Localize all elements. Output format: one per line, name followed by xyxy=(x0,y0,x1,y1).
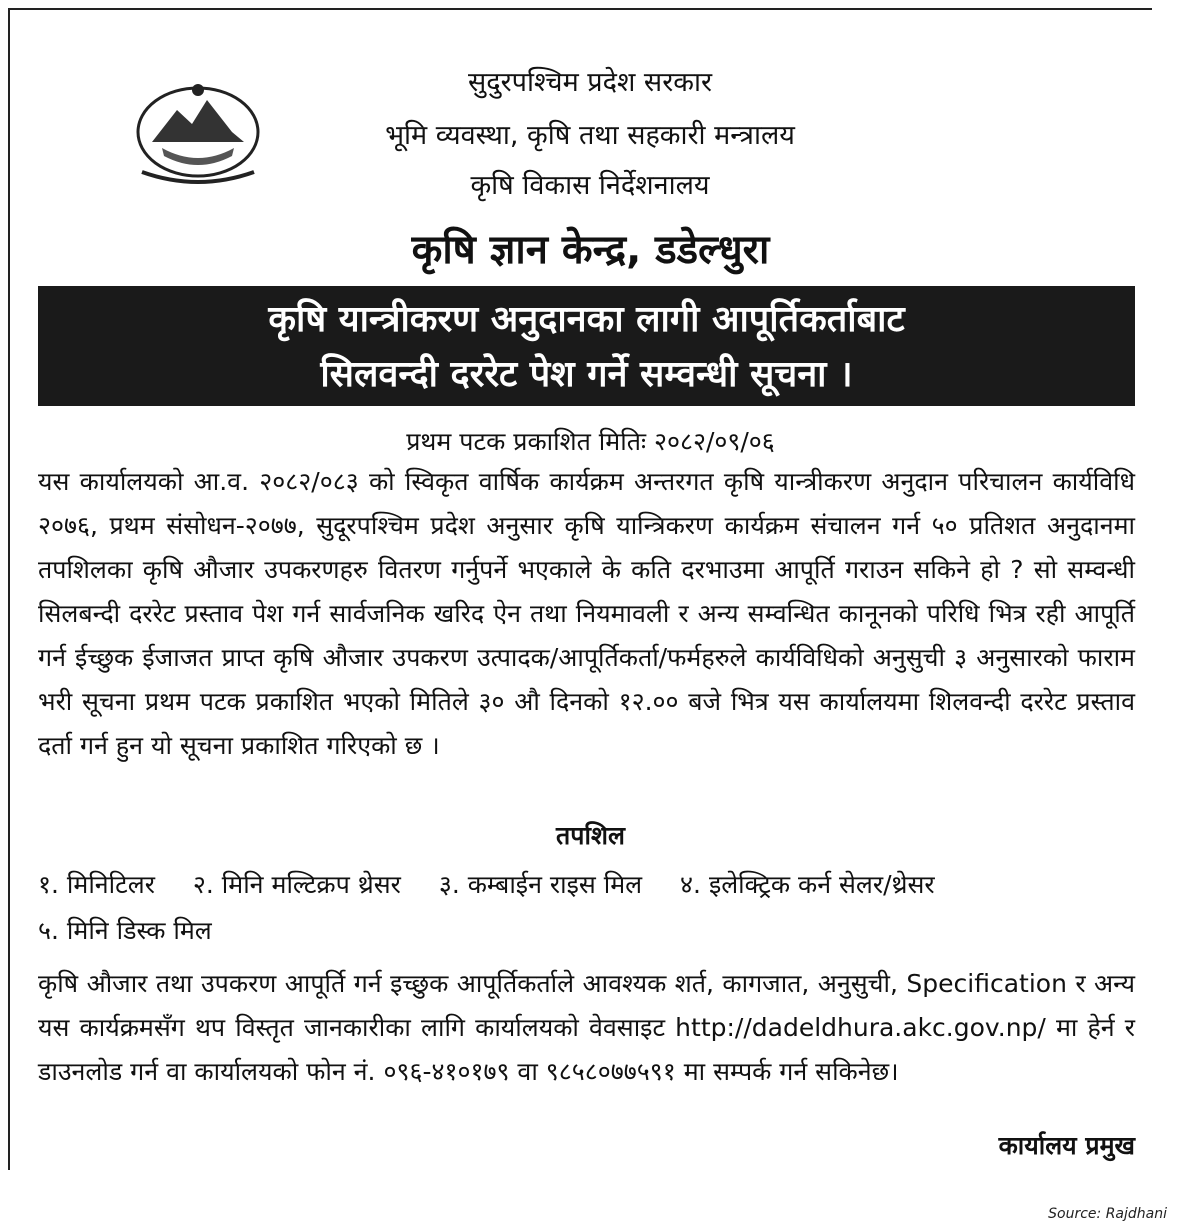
source-credit: Source: Rajdhani xyxy=(1048,1206,1167,1222)
ministry-name: भूमि व्यवस्था, कृषि तथा सहकारी मन्त्रालय xyxy=(385,120,795,151)
schedule-item: २. मिनि मल्टिक्रप थ्रेसर xyxy=(192,870,401,899)
directorate-name: कृषि विकास निर्देशनालय xyxy=(470,170,710,201)
schedule-item: १. मिनिटिलर xyxy=(38,870,155,899)
schedule-item: ५. मिनि डिस्क मिल xyxy=(38,916,212,945)
nepal-government-emblem-icon xyxy=(132,82,264,186)
notice-title-line-1: कृषि यान्त्रीकरण अनुदानका लागी आपूर्तिकर्ताबाट xyxy=(268,299,905,340)
contact-paragraph: कृषि औजार तथा उपकरण आपूर्ति गर्न इच्छुक आपूर्तिकर्ताले आवश्यक शर्त, कागजात, अनुसुची, Specification र अन्य यस कार्यक्रमसँग थप विस्तृत जानकारीका लागि कार्यालयको वेवसाइट http://dadeldhura.akc.gov.np/ मा हेर्न र डाउनलोड गर्न वा कार्यालयको फोन नं. ०९६-४१०१७९ वा ९८५८०७७५९१ मा सम्पर्क गर्न सकिनेछ। xyxy=(38,969,1135,1086)
province-name: सुदुरपश्चिम प्रदेश सरकार xyxy=(467,67,713,98)
notice-title-line-2: सिलवन्दी दररेट पेश गर्ने सम्वन्धी सूचना । xyxy=(320,354,853,395)
notice-title-banner xyxy=(38,286,1135,406)
published-date: प्रथम पटक प्रकाशित मितिः २०८२/०९/०६ xyxy=(406,427,775,456)
signature-office-chief: कार्यालय प्रमुख xyxy=(998,1131,1135,1160)
schedule-item: ४. इलेक्ट्रिक कर्न सेलर/थ्रेसर xyxy=(680,870,935,899)
notice-body-paragraph: यस कार्यालयको आ.व. २०८२/०८३ को स्विकृत वार्षिक कार्यक्रम अन्तरगत कृषि यान्त्रीकरण अनुदान परिचालन कार्यविधि २०७६, प्रथम संसोधन-२०७७, सुदूरपश्चिम प्रदेश अनुसार कृषि यान्त्रिकरण कार्यक्रम संचालन गर्न ५० प्रतिशत अनुदानमा तपशिलका कृषि औजार उपकरणहरु वितरण गर्नुपर्ने भएकाले के कति दरभाउमा आपूर्ति गराउन सकिने हो ? सो सम्वन्धी सिलबन्दी दररेट प्रस्ताव पेश गर्न सार्वजनिक खरिद ऐन तथा नियमावली र अन्य सम्वन्धित कानूनको परिधि भित्र रही आपूर्ति गर्न ईच्छुक ईजाजत प्राप्त कृषि औजार उपकरण उत्पादक/आपूर्तिकर्ता/फर्महरुले कार्यविधिको अनुसुची ३ अनुसारको फाराम भरी सूचना प्रथम पटक प्रकाशित भएको मितिले ३० औ दिनको १२.०० बजे भित्र यस कार्यालयमा शिलवन्दी दररेट प्रस्ताव दर्ता गर्न हुन यो सूचना प्रकाशित गरिएको छ । xyxy=(38,467,1135,760)
office-name: कृषि ज्ञान केन्द्र, डडेल्धुरा xyxy=(411,227,770,273)
schedule-list xyxy=(38,862,1135,954)
schedule-heading: तपशिल xyxy=(556,821,625,850)
schedule-item: ३. कम्बाईन राइस मिल xyxy=(438,870,643,899)
